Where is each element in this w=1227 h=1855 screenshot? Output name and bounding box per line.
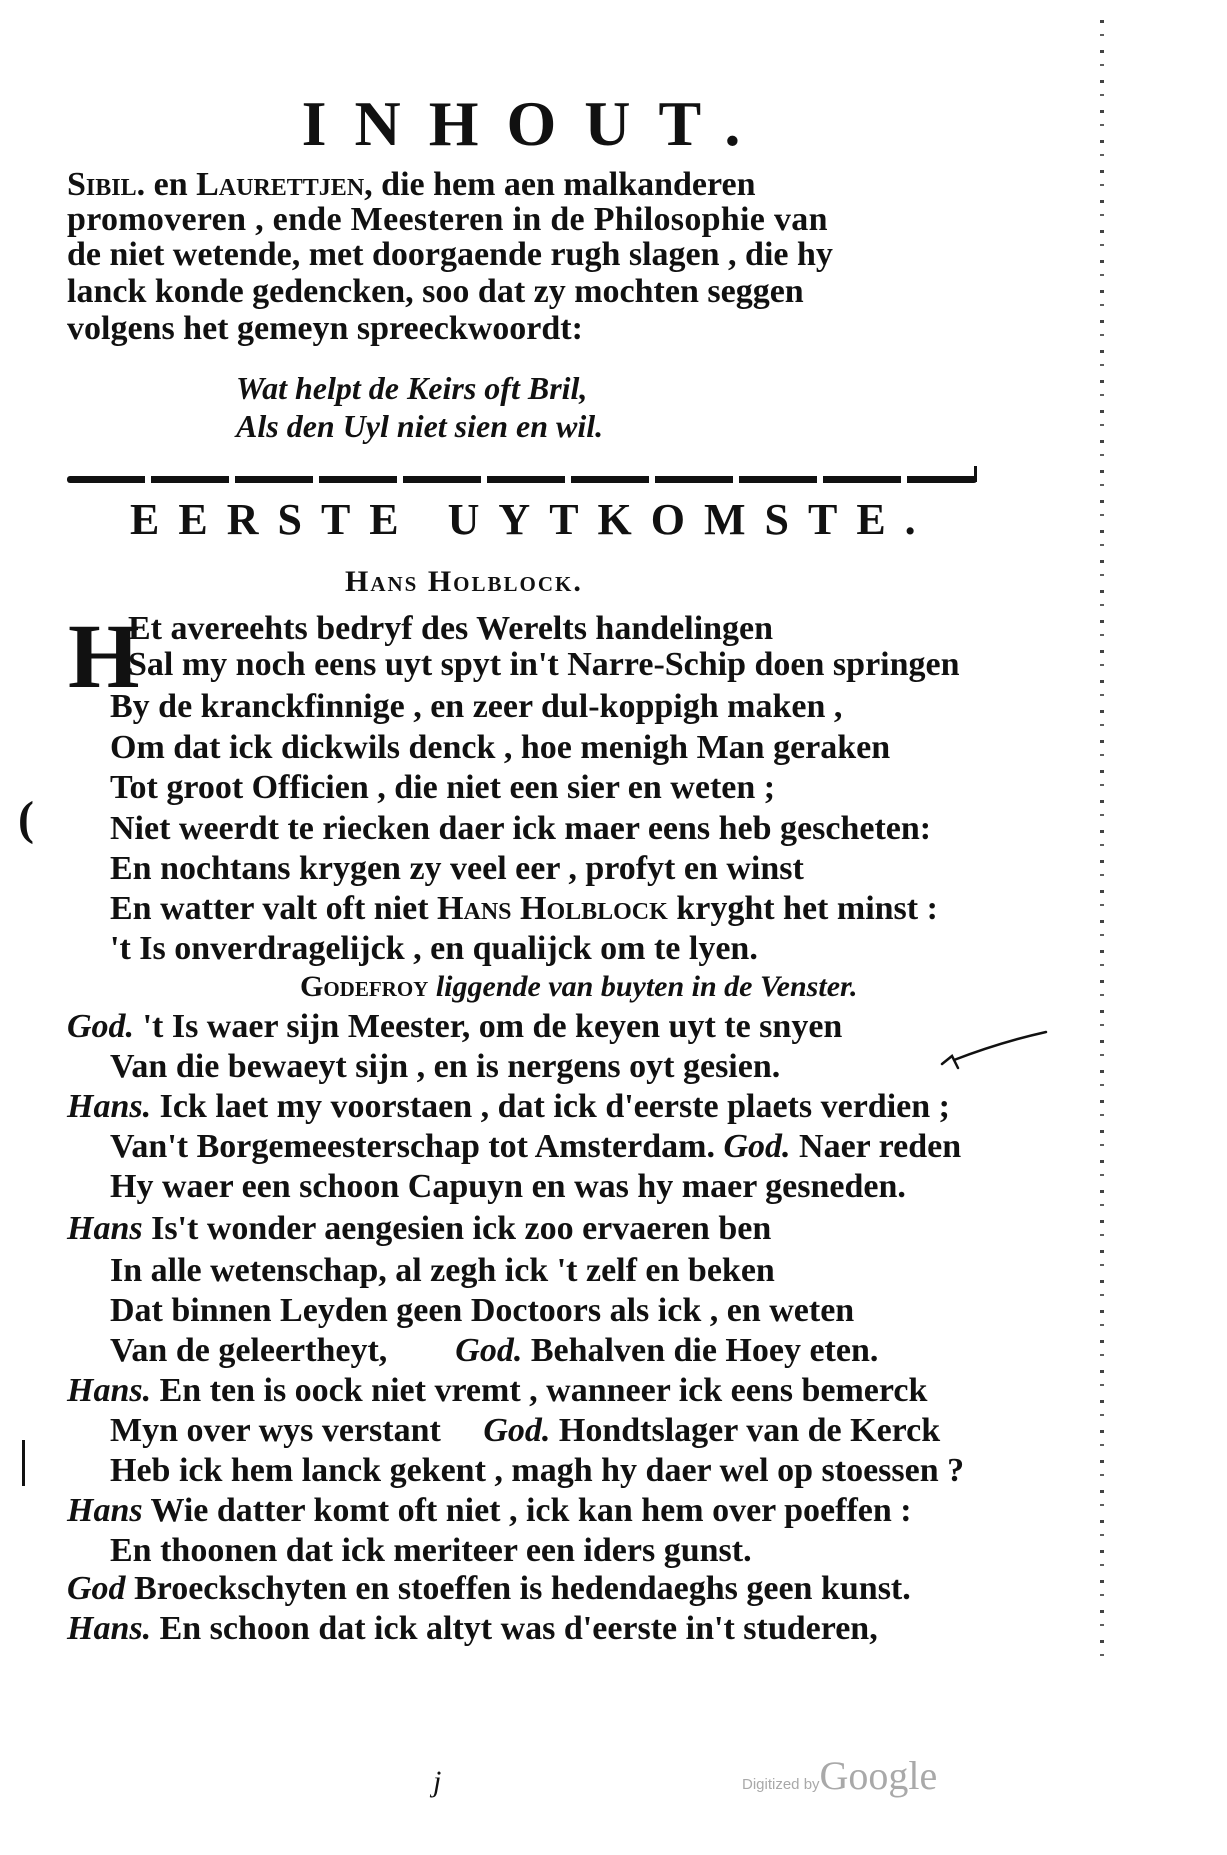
speaker-label: Hans. <box>67 1088 152 1125</box>
dialogue-text: Ick laet my voorstaen , dat ick d'eerste plaets verdien ; <box>151 1088 950 1125</box>
dialogue-text: 't Is waer sijn Meester, om de keyen uyt te snyen <box>134 1008 843 1045</box>
section-divider-rule <box>67 476 977 483</box>
dialogue-text: En schoon dat ick altyt was d'eerste in't studeren, <box>151 1610 878 1647</box>
intro-line-3: de niet wetende, met doorgaende rugh slagen , die hy <box>67 236 833 273</box>
dialogue-line <box>67 1612 878 1646</box>
speaker-label: God. <box>723 1128 791 1165</box>
dialogue-line <box>110 1130 961 1164</box>
speaker-label: God <box>67 1570 126 1607</box>
stage-direction <box>300 972 858 1002</box>
first-speaker-heading: Hans Holblock. <box>345 565 583 598</box>
dialogue-line: Van die bewaeyt sijn , en is nergens oyt gesien. <box>110 1048 781 1085</box>
dialogue-line: In alle wetenschap, al zegh ick 't zelf en beken <box>110 1252 775 1289</box>
verse-line: Tot groot Officien , die niet een sier en weten ; <box>110 769 776 806</box>
verse-line: Niet weerdt te riecken daer ick maer eens heb gescheten: <box>110 810 932 847</box>
watermark-prefix: Digitized by <box>742 1776 820 1793</box>
dialogue-line <box>67 1010 842 1044</box>
intro-line-5: volgens het gemeyn spreeckwoordt: <box>67 310 583 347</box>
page-title: INHOUT. <box>301 88 769 159</box>
speaker-label: God. <box>67 1008 135 1045</box>
verse-line: Om dat ick dickwils denck , hoe menigh Man geraken <box>110 729 891 766</box>
intro-conjunction: en <box>145 166 197 203</box>
speaker-label: God. <box>455 1332 523 1369</box>
divider-end-mark <box>974 466 977 482</box>
stage-direction-text: liggende van buyten in de Venster. <box>428 970 858 1003</box>
dialogue-text: Naer reden <box>790 1128 962 1165</box>
verse-line: Et avereehts bedryf des Werelts handelingen <box>128 610 774 647</box>
dialogue-text: Behalven die Hoey eten. <box>522 1332 879 1369</box>
dialogue-text: Is't wonder aengesien ick zoo ervaeren ben <box>142 1210 772 1247</box>
speaker-label: God. <box>483 1412 551 1449</box>
speaker-label: Hans <box>67 1210 143 1247</box>
dialogue-line: En thoonen dat ick meriteer een iders gunst. <box>110 1532 752 1569</box>
intro-line-1-rest: , die hem aen malkanderen <box>364 166 756 203</box>
dialogue-line <box>110 1334 878 1368</box>
dialogue-line <box>67 1212 771 1246</box>
intro-line-4: lanck konde gedencken, soo dat zy mochten seggen <box>67 273 804 310</box>
speaker-label: Hans. <box>67 1610 152 1647</box>
dialogue-text: Van't Borgemeesterschap tot Amsterdam. <box>110 1128 724 1165</box>
handwritten-pen-mark-icon <box>940 1030 1050 1070</box>
dialogue-line: Dat binnen Leyden geen Doctoors als ick , en weten <box>110 1292 855 1329</box>
dialogue-line: Heb ick hem lanck gekent , magh hy daer wel op stoessen ? <box>110 1452 965 1489</box>
verse-line: Sal my noch eens uyt spyt in't Narre-Schip doen springen <box>128 646 960 683</box>
verse-line: 't Is onverdragelijck , en qualijck om te lyen. <box>110 930 758 967</box>
verse-text: En watter valt oft niet <box>110 890 438 927</box>
character-name-hans-holblock: Hans Holblock <box>437 890 668 927</box>
character-name-laurettjen: Laurettjen <box>196 166 365 203</box>
verse-line: By de kranckfinnige , en zeer dul-koppigh maken , <box>110 688 843 725</box>
dialogue-text: En ten is oock niet vremt , wanneer ick eens bemerck <box>151 1372 928 1409</box>
intro-line-1 <box>67 168 756 202</box>
dialogue-line <box>110 1414 940 1448</box>
margin-bracket-mark: ( <box>18 792 34 845</box>
intro-line-2: promoveren , ende Meesteren in de Philosophie van <box>67 201 828 238</box>
margin-stroke-mark <box>22 1440 25 1486</box>
character-name-godefroy: Godefroy <box>300 970 429 1003</box>
verse-line: En nochtans krygen zy veel eer , profyt en winst <box>110 850 804 887</box>
dialogue-line <box>67 1572 911 1606</box>
verse-line <box>110 892 938 926</box>
verse-text: kryght het minst : <box>667 890 938 927</box>
speaker-label: Hans <box>67 1492 143 1529</box>
dialogue-text: Hondtslager van de Kerck <box>550 1412 941 1449</box>
section-heading: EERSTE UYTKOMSTE. <box>130 495 935 544</box>
gutter-margin-speckles <box>1100 20 1104 1660</box>
motto-line-1: Wat helpt de Keirs oft Bril, <box>236 370 588 406</box>
dialogue-line <box>67 1494 912 1528</box>
google-logo-text: Google <box>819 1753 938 1798</box>
stray-ink-mark: j <box>433 1765 442 1798</box>
motto-line-2: Als den Uyl niet sien en wil. <box>236 408 604 444</box>
drop-capital: H <box>68 605 140 707</box>
dialogue-line: Hy waer een schoon Capuyn en was hy maer gesneden. <box>110 1168 906 1205</box>
dialogue-text: Myn over wys verstant <box>110 1412 484 1449</box>
dialogue-line <box>67 1090 950 1124</box>
dialogue-line <box>67 1374 927 1408</box>
character-name-sibil: Sibil. <box>67 166 146 203</box>
digitized-by-google-watermark <box>742 1752 937 1799</box>
dialogue-text: Wie datter komt oft niet , ick kan hem over poeffen : <box>142 1492 912 1529</box>
dialogue-text: Van de geleertheyt, <box>110 1332 456 1369</box>
dialogue-text: Broeckschyten en stoeffen is hedendaeghs geen kunst. <box>125 1570 911 1607</box>
speaker-label: Hans. <box>67 1372 152 1409</box>
